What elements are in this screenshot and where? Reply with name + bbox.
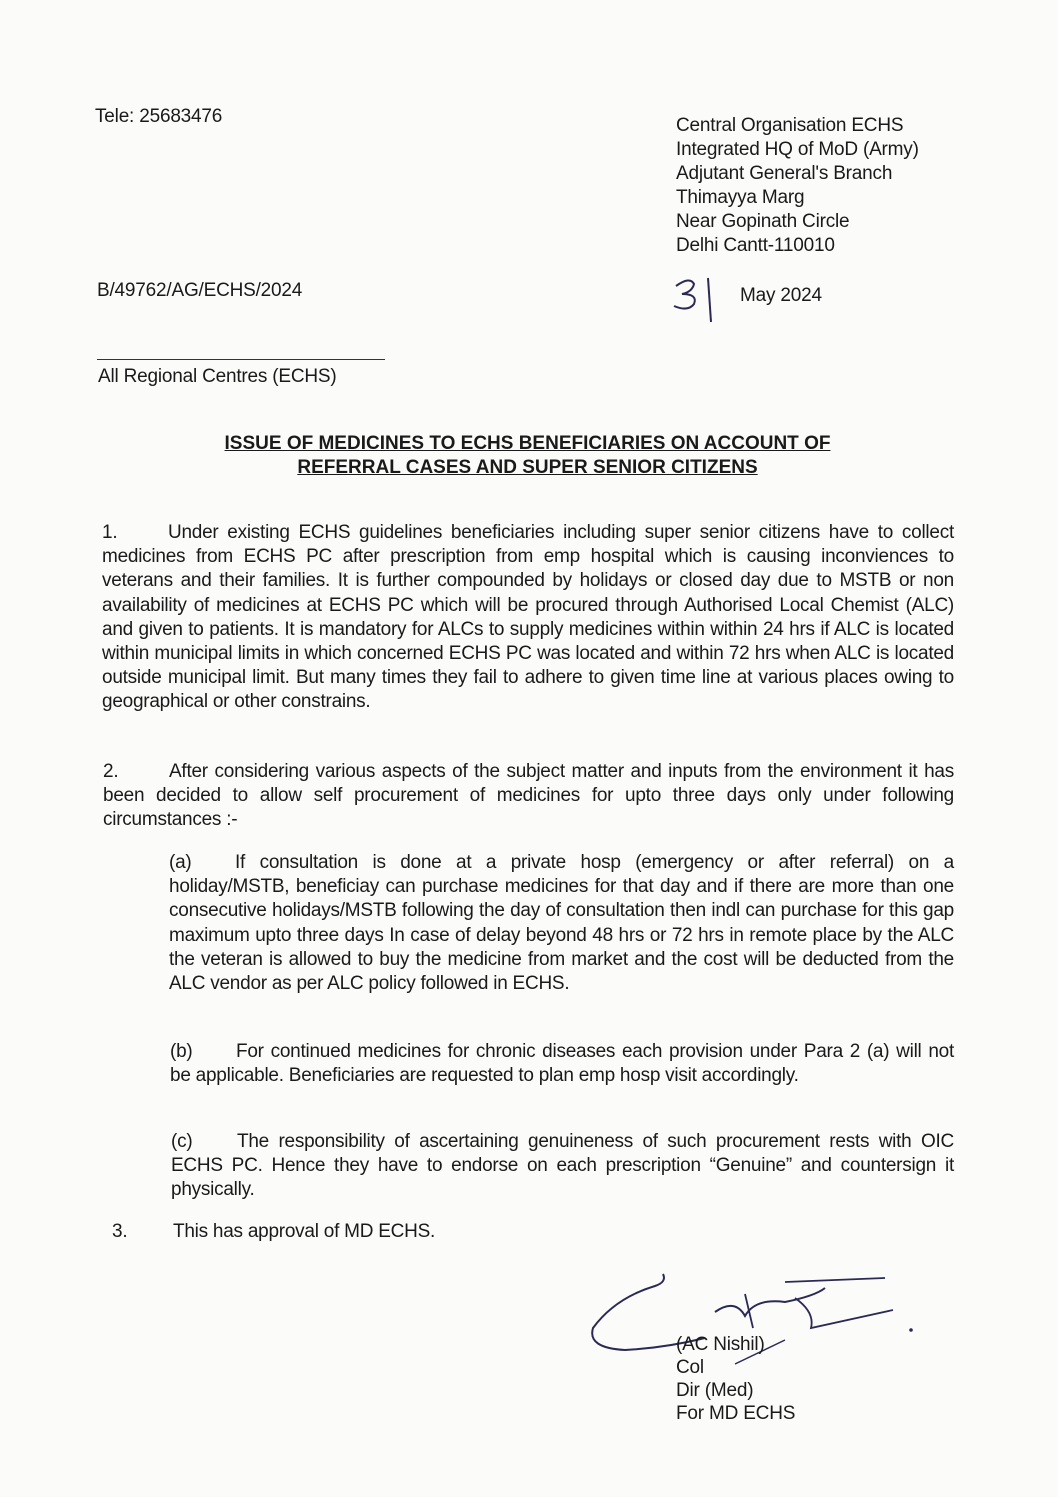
date-month-year: May 2024 <box>740 285 822 306</box>
paragraph-3 <box>112 1220 812 1244</box>
handwritten-date-day <box>668 272 724 328</box>
paragraph-2b <box>170 1040 954 1088</box>
paragraph-text: The responsibility of ascertaining genuineness of such procurement rests with OIC ECHS PC. Hence they have to endorse on each prescription “Genuine” and countersign it physically. <box>171 1131 954 1201</box>
signatory-rank: Col <box>676 1357 704 1378</box>
signatory-for: For MD ECHS <box>676 1403 796 1424</box>
address-line: Thimayya Marg <box>676 187 805 208</box>
paragraph-text: If consultation is done at a private hosp (emergency or after referral) on a holiday/MSTB, beneficiay can purchase medicines for that day and if there are more than one consecutive holidays/MSTB following the day of consultation then indl can purchase for this gap maximum upto three days In case of delay beyond 48 hrs or 72 hrs in remote place by the ALC the veteran is allowed to buy the medicine from market and the cost will be deducted from the ALC vendor as per ALC policy followed in ECHS. <box>169 852 954 995</box>
signatory-appointment: Dir (Med) <box>676 1380 754 1401</box>
paragraph-1 <box>102 521 954 715</box>
address-line: Near Gopinath Circle <box>676 211 850 232</box>
paragraph-2a <box>169 851 954 996</box>
paragraph-number: 2. <box>103 761 119 782</box>
paragraph-number: (b) <box>170 1041 193 1062</box>
paragraph-text: Under existing ECHS guidelines beneficiaries including super senior citizens have to collect medicines from ECHS PC after prescription from emp hospital which is causing inconviences to veterans and their families. It is further compounded by holidays or closed day due to MSTB or non availability of medicines at ECHS PC which will be procured through Authorised Local Chemist (ALC) and given to patients. It is mandatory for ALCs to supply medicines within within 24 hrs if ALC is located within municipal limits in which concerned ECHS PC was located and within 72 hrs when ALC is located outside municipal limit. But many times they fail to adhere to given time line at various places owing to geographical or other constrains. <box>102 522 954 713</box>
divider <box>97 359 385 360</box>
address-line: Integrated HQ of MoD (Army) <box>676 139 919 160</box>
telephone-number: Tele: 25683476 <box>95 106 223 127</box>
addressee: All Regional Centres (ECHS) <box>98 366 337 387</box>
address-line: Delhi Cantt-110010 <box>676 235 835 256</box>
signature-block <box>676 1333 795 1425</box>
address-line: Adjutant General's Branch <box>676 163 893 184</box>
paragraph-number: (c) <box>171 1131 193 1152</box>
paragraph-text: After considering various aspects of the subject matter and inputs from the environment it has been decided to allow self procurement of medicines for upto three days only under following circumstances :- <box>103 761 954 831</box>
paragraph-2 <box>103 760 954 833</box>
paragraph-number: 3. <box>112 1221 128 1242</box>
sender-address <box>676 114 919 258</box>
paragraph-number: (a) <box>169 852 192 873</box>
reference-number: B/49762/AG/ECHS/2024 <box>97 280 303 301</box>
address-line: Central Organisation ECHS <box>676 115 904 136</box>
paragraph-2c <box>171 1130 954 1203</box>
signatory-name: (AC Nishil) <box>676 1334 765 1355</box>
paragraph-text: For continued medicines for chronic diseases each provision under Para 2 (a) will not be applicable. Beneficiaries are requested to plan emp hosp visit accordingly. <box>170 1041 954 1087</box>
paragraph-number: 1. <box>102 522 118 543</box>
paragraph-text: This has approval of MD ECHS. <box>173 1221 436 1242</box>
subject-title-line1: ISSUE OF MEDICINES TO ECHS BENEFICIARIES ON ACCOUNT OF <box>224 433 831 454</box>
subject-title-line2: REFERRAL CASES AND SUPER SENIOR CITIZENS <box>297 457 758 478</box>
